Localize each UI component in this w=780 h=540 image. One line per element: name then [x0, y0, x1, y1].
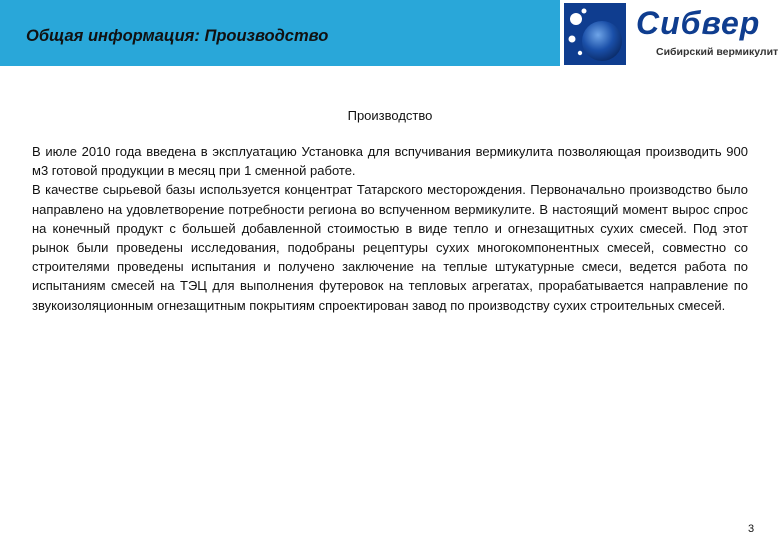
paragraph: В июле 2010 года введена в эксплуатацию Установка для вспучивания вермикулита позволяющая производить 900 м3 готовой продукции в месяц при 1 сменной работе. [32, 144, 748, 179]
paragraph: В качестве сырьевой базы используется концентрат Татарского месторождения. Первоначально производство было направлено на удовлетворение потребности региона во вспученном вермикулите. В настоящий момент вырос спрос на конечный продукт с большей добавленной стоимостью в виде тепло и огнезащитных сухих смесей. Под этот рынок были проведены исследования, подобраны рецептуры сухих многокомпонентных смесей, совместно со строителями проведены испытания и получено заключение на теплые штукатурные смеси, ведется работа по испытаниям смесей на ТЭЦ для выполнения футеровок на тепловых агрегатах, прорабатывается направление по звукоизоляционным огнезащитным покрытиям спроектирован завод по производству сухих строительных смесей. [32, 182, 748, 313]
logo-wordmark: Сибвер [636, 5, 761, 41]
logo-sphere-icon [564, 3, 626, 65]
body-text [32, 142, 748, 315]
slide-title: Общая информация: Производство [26, 27, 329, 45]
logo-subtitle: Сибирский вермикулит [656, 46, 779, 58]
company-logo [560, 0, 780, 66]
section-heading: Производство [347, 108, 433, 123]
page-number: 3 [748, 523, 755, 535]
